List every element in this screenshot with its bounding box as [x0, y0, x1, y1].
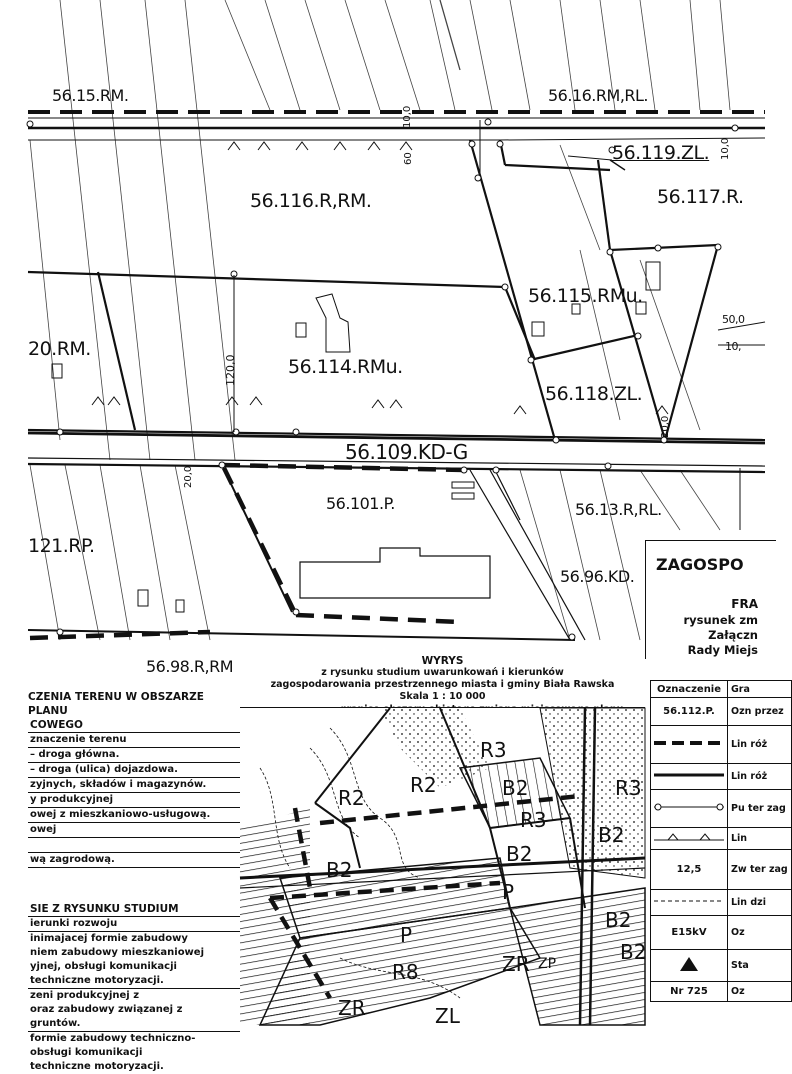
legend-row: wą zagrodową. — [28, 853, 240, 868]
right-legend — [650, 680, 788, 1002]
legend-symbol-dimension: 12,5 — [651, 850, 728, 890]
inset-label: ZP — [538, 956, 557, 972]
plot-label-56-13: 56.13.R,RL. — [575, 500, 662, 519]
inset-label: B2 — [326, 858, 353, 882]
legend-text: Lin róż — [728, 726, 792, 764]
factory-building — [300, 548, 490, 598]
title-fragment: FRA — [731, 597, 758, 611]
small-building-2 — [452, 493, 474, 499]
wyrys-scale: Skala 1 : 10 000 — [399, 691, 486, 702]
plot-label-56-15: 56.15.RM. — [52, 86, 129, 105]
inset-drawing — [240, 708, 645, 1025]
legend-row — [28, 838, 240, 853]
legend-symbol-thick-dashed — [651, 726, 728, 764]
dimension-label: 120,0 — [224, 354, 237, 386]
inset-label: B2 — [620, 940, 647, 964]
plot-label-56-114: 56.114.RMu. — [288, 356, 403, 378]
inset-label: B2 — [506, 842, 533, 866]
legend-symbol-line-points — [651, 790, 728, 828]
inset-label: ZL — [435, 1004, 460, 1028]
inset-label: ZR — [502, 952, 530, 976]
legend-header: SIE Z RYSUNKU STUDIUM — [28, 902, 240, 917]
plot-label-56-96: 56.96.KD. — [560, 567, 635, 586]
plot-label-56-116: 56.116.R,RM. — [250, 190, 372, 212]
inset-label: R2 — [338, 786, 365, 810]
legend-row: y produkcyjnej — [28, 793, 240, 808]
title-box — [645, 540, 776, 659]
dimension-label: 10,0 — [402, 105, 413, 128]
plot-label-56-119: 56.119.ZL. — [612, 142, 710, 164]
legend-header: COWEGO — [28, 718, 240, 733]
survey-points — [27, 119, 738, 640]
legend-text: Lin róż — [728, 764, 792, 790]
inset-label: B2 — [502, 776, 529, 800]
legend-row: obsługi komunikacji — [30, 1047, 143, 1058]
legend-symbol-triangle — [651, 950, 728, 982]
legend-row: yjnej, obsługi komunikacji — [30, 961, 177, 972]
inset-label: R2 — [410, 773, 437, 797]
legend-row: zeni produkcyjnej z — [30, 990, 140, 1001]
plot-label-56-101: 56.101.P. — [326, 494, 395, 513]
inset-label: P — [502, 880, 515, 904]
inset-label: P — [400, 923, 413, 947]
legend-row: oraz zabudowy związanej z — [30, 1004, 183, 1015]
plot-label-56-16: 56.16.RM,RL. — [548, 86, 649, 105]
inset-label: ZR — [338, 996, 366, 1020]
legend-symbol-number: Nr 725 — [651, 982, 728, 1002]
plot-label-56-115: 56.115.RMu. — [528, 285, 643, 307]
legend-text: Lin dzi — [728, 890, 792, 916]
legend-text: Lin — [728, 828, 792, 850]
project-boundary — [30, 465, 465, 638]
plot-label-56-117: 56.117.R. — [657, 186, 744, 208]
plot-label-20: 20.RM. — [28, 338, 91, 360]
inset-label: R3 — [480, 738, 507, 762]
legend-text: Oz — [728, 982, 792, 1002]
legend-text: Zw ter zag — [728, 850, 792, 890]
legend-symbol-thick-line — [651, 764, 728, 790]
dimension-label: 20,0 — [183, 465, 194, 488]
top-road — [28, 112, 765, 140]
legend-row: inimajacej formie zabudowy — [30, 933, 188, 944]
inset-label: B2 — [605, 908, 632, 932]
legend-row: formie zabudowy techniczno- — [30, 1033, 196, 1044]
inset-label: R3 — [615, 776, 642, 800]
legend-row: owej — [28, 823, 240, 838]
wyrys-line-1: z rysunku studium uwarunkowań i kierunków — [321, 667, 564, 678]
legend-header: CZENIA TERENU W OBSZARZE PLANU — [28, 691, 204, 717]
title-main: ZAGOSPO — [656, 555, 744, 574]
small-building-1 — [452, 482, 474, 488]
title-line-5: Rady Miejs — [687, 643, 758, 657]
legend-symbol-triangles — [651, 828, 728, 850]
legend-row: znaczenie terenu — [28, 733, 240, 748]
legend-text: Sta — [728, 950, 792, 982]
wyrys-line-2: zagospodarowania przestrzennego miasta i gminy Biała Rawska — [270, 679, 615, 690]
legend-row: owej z mieszkaniowo-usługową. — [28, 808, 240, 823]
dimension-label: 10,0 — [720, 137, 731, 160]
dimension-label: 20,0 — [660, 415, 671, 438]
inset-label: R8 — [392, 960, 419, 984]
legend-col-header: Gra — [728, 681, 792, 698]
legend-table — [650, 680, 792, 1002]
title-line-4: Załączn — [708, 628, 758, 642]
legend-row: ierunki rozwoju — [28, 917, 240, 932]
wyrys-title: WYRYS — [421, 655, 464, 667]
legend-row: niem zabudowy mieszkaniowej — [30, 947, 205, 958]
inset-label: B2 — [598, 823, 625, 847]
dimension-label: 10, — [725, 340, 741, 353]
legend-text: Pu ter zag — [728, 790, 792, 828]
dimension-label: 50,0 — [722, 313, 745, 326]
left-legend — [28, 690, 240, 1074]
legend-text: Oz — [728, 916, 792, 950]
legend-text: Ozn przez — [728, 698, 792, 726]
plot-label-56-98: 56.98.R,RM — [146, 657, 234, 676]
legend-row: – droga (ulica) dojazdowa. — [28, 763, 240, 778]
legend-row: – droga główna. — [28, 748, 240, 763]
legend-col-header: Oznaczenie — [651, 681, 728, 698]
legend-symbol-label: 56.112.P. — [651, 698, 728, 726]
legend-row: zyjnych, składów i magazynów. — [28, 778, 240, 793]
studium-inset-map — [240, 707, 647, 1028]
legend-symbol-dashed-thin — [651, 890, 728, 916]
plot-label-56-109: 56.109.KD-G — [345, 440, 468, 464]
plot-label-121: 121.RP. — [28, 535, 95, 557]
title-line-3: rysunek zm — [683, 613, 758, 627]
legend-row: techniczne motoryzacji. — [28, 974, 240, 989]
legend-symbol-power-line: E15kV — [651, 916, 728, 950]
plot-label-56-118: 56.118.ZL. — [545, 383, 643, 405]
legend-row: techniczne motoryzacji. — [30, 1061, 164, 1072]
legend-row: gruntów. — [28, 1017, 240, 1032]
dimension-label: 60 — [403, 152, 414, 165]
inset-label: R3 — [520, 808, 547, 832]
